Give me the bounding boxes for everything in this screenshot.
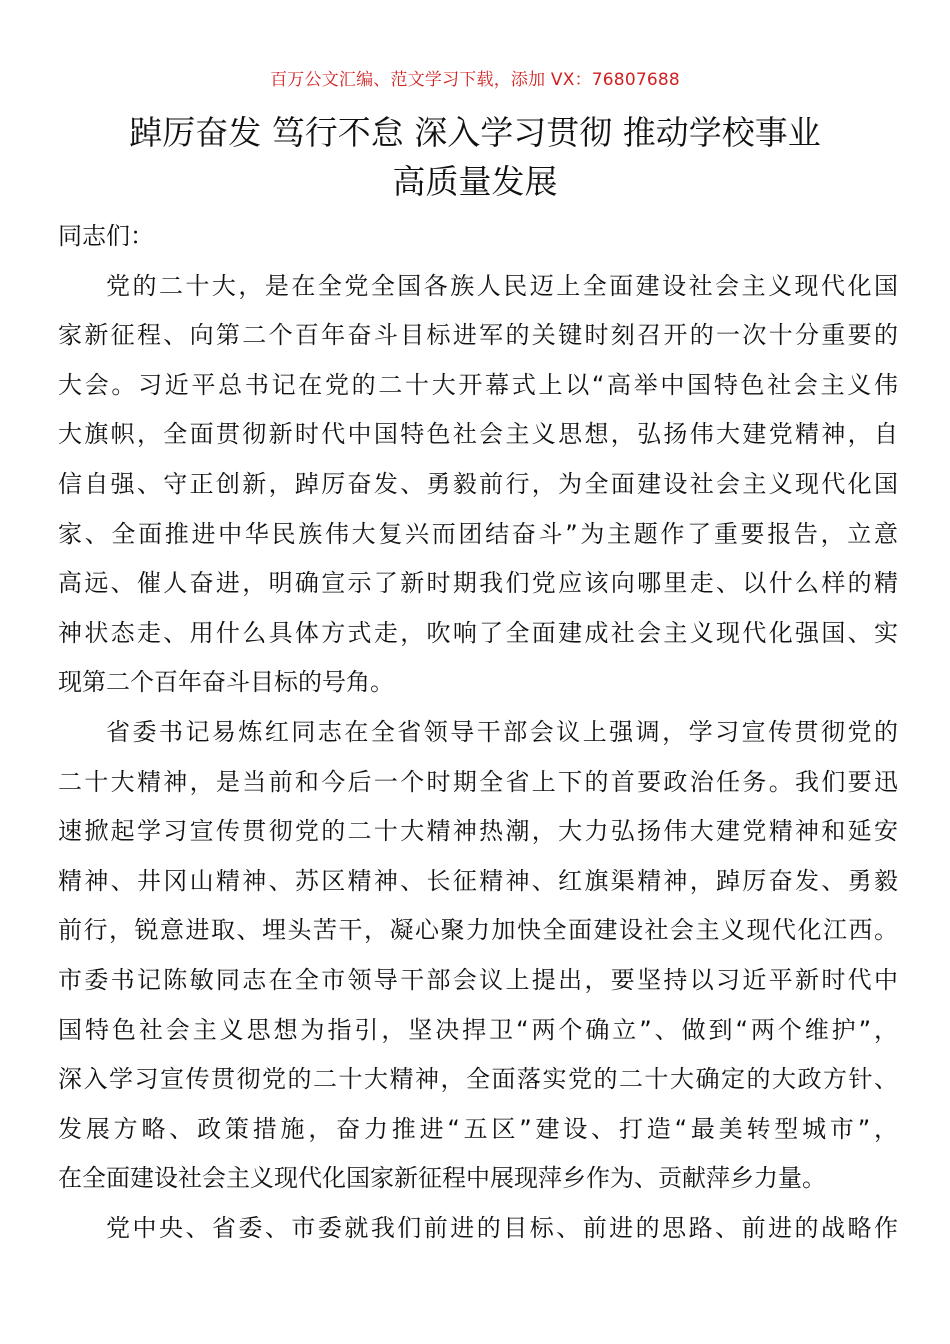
paragraph-1-line-8: 神状态走、用什么具体方式走，吹响了全面建成社会主义现代化强国、实: [58, 618, 898, 647]
paragraph-1-line-6: 家、全面推进中华民族伟大复兴而团结奋斗”为主题作了重要报告，立意: [58, 519, 898, 548]
salutation: 同志们：: [58, 222, 154, 250]
paragraph-1-line-2: 家新征程、向第二个百年奋斗目标进军的关键时刻召开的一次十分重要的: [58, 321, 898, 350]
paragraph-2-line-8: 深入学习宣传贯彻党的二十大精神，全面落实党的二十大确定的大政方针、: [58, 1065, 898, 1094]
paragraph-2-line-3: 速掀起学习宣传贯彻党的二十大精神热潮，大力弘扬伟大建党精神和延安: [58, 817, 898, 846]
paragraph-1-line-5: 信自强、守正创新，踔厉奋发、勇毅前行，为全面建设社会主义现代化国: [58, 469, 898, 498]
paragraph-2-line-9: 发展方略、政策措施，奋力推进“五区”建设、打造“最美转型城市”，: [58, 1114, 898, 1143]
paragraph-2-line-5: 前行，锐意进取、埋头苦干，凝心聚力加快全面建设社会主义现代化江西。: [58, 916, 898, 945]
paragraph-1-line-4: 大旗帜，全面贯彻新时代中国特色社会主义思想，弘扬伟大建党精神，自: [58, 420, 898, 449]
document-title-line-2: 高质量发展: [392, 162, 558, 201]
paragraph-1-line-1: 党的二十大，是在全党全国各族人民迈上全面建设社会主义现代化国: [106, 271, 898, 300]
paragraph-2-line-6: 市委书记陈敏同志在全市领导干部会议上提出，要坚持以习近平新时代中: [58, 965, 898, 994]
paragraph-3-line-1: 党中央、省委、市委就我们前进的目标、前进的思路、前进的战略作: [106, 1213, 898, 1242]
paragraph-2-line-10: 在全面建设社会主义现代化国家新征程中展现萍乡作为、贡献萍乡力量。: [58, 1164, 826, 1193]
paragraph-2-line-2: 二十大精神，是当前和今后一个时期全省上下的首要政治任务。我们要迅: [58, 767, 898, 796]
paragraph-2-line-1: 省委书记易炼红同志在全省领导干部会议上强调，学习宣传贯彻党的: [106, 717, 898, 746]
document-title-line-1: 踔厉奋发 笃行不怠 深入学习贯彻 推动学校事业: [129, 113, 821, 152]
paragraph-2-line-7: 国特色社会主义思想为指引，坚决捍卫“两个确立”、做到“两个维护”，: [58, 1015, 898, 1044]
watermark-header: 百万公文汇编、范文学习下载，添加 VX：76807688: [270, 70, 680, 90]
paragraph-2-line-4: 精神、井冈山精神、苏区精神、长征精神、红旗渠精神，踔厉奋发、勇毅: [58, 866, 898, 895]
paragraph-1-line-9: 现第二个百年奋斗目标的号角。: [58, 668, 394, 697]
paragraph-1-line-7: 高远、催人奋进，明确宣示了新时期我们党应该向哪里走、以什么样的精: [58, 569, 898, 598]
paragraph-1-line-3: 大会。习近平总书记在党的二十大开幕式上以“高举中国特色社会主义伟: [58, 370, 898, 399]
document-body: [58, 212, 898, 1253]
